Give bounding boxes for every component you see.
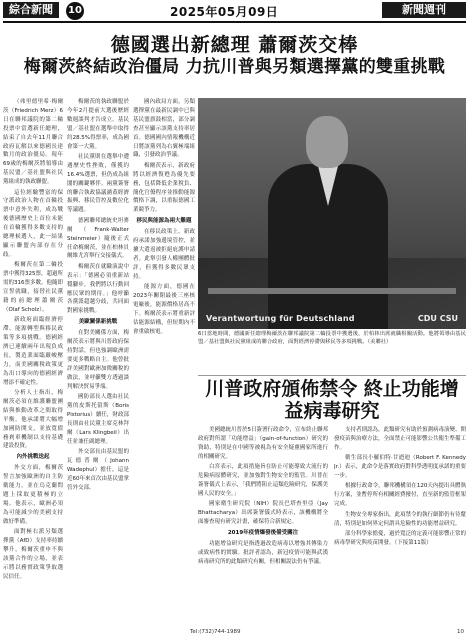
paragraph: 國內政局方面，另類選擇黨在最新民調中已與基民盟旗鼓相當，部分調查甚至顯示該黨支持率居首。德國國內情報機構近日將該黨列為右翼極端組織，引發政治爭議。 — [133, 99, 195, 159]
paragraph: 美國總統川普於5日簽署行政命令，宣布終止聯邦政府對所謂「功能增益」（gain-of-function）研究的資助，特別是在中國等被視為有安全疑慮國家所進行的相關研究。 — [198, 427, 328, 460]
paragraph: （弗里德里希·梅爾茨（Friedrich Merz）6日在聯邦議院的第二輪投票中當選新任總理，結束了自去年11月聯合政府瓦解以來德國長達數月的政治僵局。現年69歲的梅爾茨將領導由基民盟／基社盟與社民黨組成的執政聯盟。 — [3, 99, 63, 186]
page-header — [0, 0, 469, 22]
photo-banner-logo: CDU CSU — [417, 314, 458, 323]
section-subhead: 美歐關係新挑戰 — [78, 319, 118, 326]
podium — [208, 288, 456, 294]
paragraph: 能源方面，德國在2023年關閉最後三座核電廠後，能源價格居高不下。梅爾茨表示將重新評估能源結構，但短期內不會重啟核電。 — [133, 284, 195, 335]
photo-caption: 6日當地時間，德國新任總理梅爾茨在聯邦議院第二輪投票中獲選後，於柏林出席就職相關活動。他將領導由基民盟／基社盟與社民黨組成的聯合政府，面對經濟停滯與移民等多項挑戰。（美聯社） — [198, 331, 466, 345]
section-label-right: 新聞週刊 — [382, 2, 466, 18]
paragraph: 梅爾茨表示，新政府將以經濟復甦為優先要務，包括降低企業稅負、簡化官僚程序並推動能源價格下調，以重振德國工業競爭力。 — [133, 162, 195, 214]
paragraph: 分析人士指出，梅爾茨必須在維護聯盟團結與推動改革之間取得平衡。他承諾將大幅增加國防開支，並放寬債務剎車機制以支持基礎建設投資。 — [3, 390, 63, 450]
article-column-4 — [198, 426, 328, 626]
main-subheadline: 梅爾茨終結政治僵局 力抗川普與另類選擇黨的雙重挑戰 — [23, 57, 446, 77]
paragraph: 梅爾茨的執政聯盟於今年2月提前大選後歷經數週談判才告成立。基民盟／基社盟在選舉中取得約28.5%得票率，成為國會第一大黨。 — [67, 99, 129, 150]
paragraph: 白宮表示，此項措施旨在防止可能導致大流行的危險病原體研究，並加強對生物安全的監管。川普在簽署儀式上表示，「我們將阻止這類危險研究，保護美國人民的安全。」 — [198, 464, 328, 497]
footer-phone: Tel:(732)744-1989 — [190, 629, 241, 635]
second-story-headline-text: 川普政府頒佈禁令 終止功能增益病毒研究 — [205, 378, 459, 422]
second-story-headline — [198, 378, 466, 422]
paragraph: 支持者則認為，此類研究有助於預測病毒演變、開發疫苗與治療方法，全面禁止可能影響公共衛生準備工作。 — [334, 427, 466, 451]
story-divider — [198, 375, 466, 376]
paragraph: 外交部長由基民盟的瓦德普爾（Johann Wadephul）擔任，這是近60年來首次由基民盟掌管外交部。 — [67, 448, 129, 491]
paragraph: 部分科學家擔憂，過於寬泛的定義可能影響正常的病毒學研究與疫苗開發。（下接第11版） — [334, 530, 466, 546]
photo-banner-text: Verantwortung für Deutschland — [206, 314, 355, 323]
paragraph: 衛生部長小羅伯特·甘迺迪（Robert F. Kennedy Jr.）表示，此命令是落實政府對科學透明度承諾的重要一步。 — [334, 455, 466, 480]
paragraph: 外交方面，梅爾茨誓言加強歐洲的自主防衛能力，並在烏克蘭問題上採取更積極的立場。他表示，歐洲必須為可能減少的美國支持做好準備。 — [3, 465, 63, 525]
issue-date: 2025年05月09日 — [170, 5, 279, 19]
article-column-1 — [3, 98, 63, 626]
section-subhead: 內外挑戰迭起 — [16, 454, 50, 461]
paragraph: 生物安全專家指出，此項禁令的執行細節仍有待釐清，特別是如何界定何謂具危險性的功能增益研究。 — [334, 511, 466, 527]
page-footer — [0, 629, 469, 639]
news-photo — [198, 98, 466, 329]
paragraph: 根據行政命令，聯邦機構須在120天內提出具體執行方案，並暫停所有相關經費撥付，直至新的監管框架完成。 — [334, 483, 466, 508]
article-column-3 — [133, 98, 195, 626]
paragraph: 新政府面臨經濟停滯、能源轉型與移民政策等多項挑戰。德國經濟已連續兩年出現負成長，製造業面臨嚴峻壓力，而美國關稅政策更為出口導向的德國經濟增添不確定性。 — [3, 317, 63, 386]
paragraph: 社民黨則在選舉中遭遇歷史性挫敗，僅獲約16.4%選票，但仍成為組閣的關鍵夥伴。兩黨簽署的聯合執政協議涵蓋經濟振興、移民管控及數位化等議題。 — [67, 153, 129, 214]
paragraph: 在移民政策上，新政府承諾加強邊境管控，並擴大遣返被拒絕庇護申請者。此舉引發人權團體批評，但獲得多數民眾支持。 — [133, 229, 195, 280]
section-subhead: 2019年疫情爆發後備受關注 — [227, 529, 299, 536]
paragraph: 國家衛生研究院（NIH）院長巴塔查里亞（Jay Bhattacharya）出席簽署儀式時表示，該機構將全面審查現有研究計畫，確保符合新規定。 — [198, 501, 328, 526]
paragraph: 這位經驗豐富的保守派政治人物在首輪投票中意外失利，成為戰後德國歷史上首位未能在首輪獲得多數支持的總理候選人，此一結果顯示聯盟內部存在分歧。 — [3, 189, 63, 258]
page-number-badge: 10 — [66, 2, 84, 20]
paragraph: 在對美關係方面，梅爾茨表示將與川普政府保持對話，但也強調歐洲需要更多戰略自主。他曾批評美國對歐洲加徵關稅的做法，並呼籲雙方透過談判解決貿易爭端。 — [67, 330, 129, 390]
section-subhead: 移民與能源為兩大難題 — [136, 218, 192, 225]
paragraph: 梅爾茨在第二輪投票中獲得325票，超過所需的316票多數。他隨即宣誓就職，接替社民黨籍的前總理蕭爾茨（Olaf Scholz）。 — [3, 262, 63, 313]
article-column-2 — [67, 98, 129, 626]
article-column-5 — [334, 426, 466, 626]
paragraph: 德國聯邦總統史坦麥爾（Frank-Walter Steinmeier）隨後正式任命梅爾茨，並在柏林貝爾維尤宮舉行交接儀式。 — [67, 217, 129, 260]
photo-subject — [268, 116, 388, 326]
paragraph: 面對極右派另類選擇黨（AfD）支持率持續攀升，梅爾茨重申不與該黨合作的立場，並表示將以務實政策爭取選民信任。 — [3, 529, 63, 580]
section-label-left: 綜合新聞 — [3, 2, 59, 18]
paragraph: 功能增益研究是指透過改造病毒以增強其傳染力或致病性的實驗。批評者認為，新冠疫情可能與武漢病毒研究所的此類研究有關，但相關說法仍有爭議。 — [198, 540, 328, 565]
footer-page-number: 10 — [457, 629, 464, 635]
paragraph: 國防部長人選由社民黨的皮斯托留斯（Boris Pistorius）續任，財政部長則由社民黨主席克林拜爾（Lars Klingbeil）出任並兼任副總理。 — [67, 394, 129, 445]
main-headline: 德國選出新總理 蕭爾茨交棒 — [110, 34, 359, 56]
paragraph: 梅爾茨在就職演說中表示：「德國必須重新站穩腳步，我們將以行動回應民眾的期待。」他呼籲各黨派超越分歧，共同面對國家挑戰。 — [67, 263, 129, 315]
header-rule — [3, 21, 466, 23]
